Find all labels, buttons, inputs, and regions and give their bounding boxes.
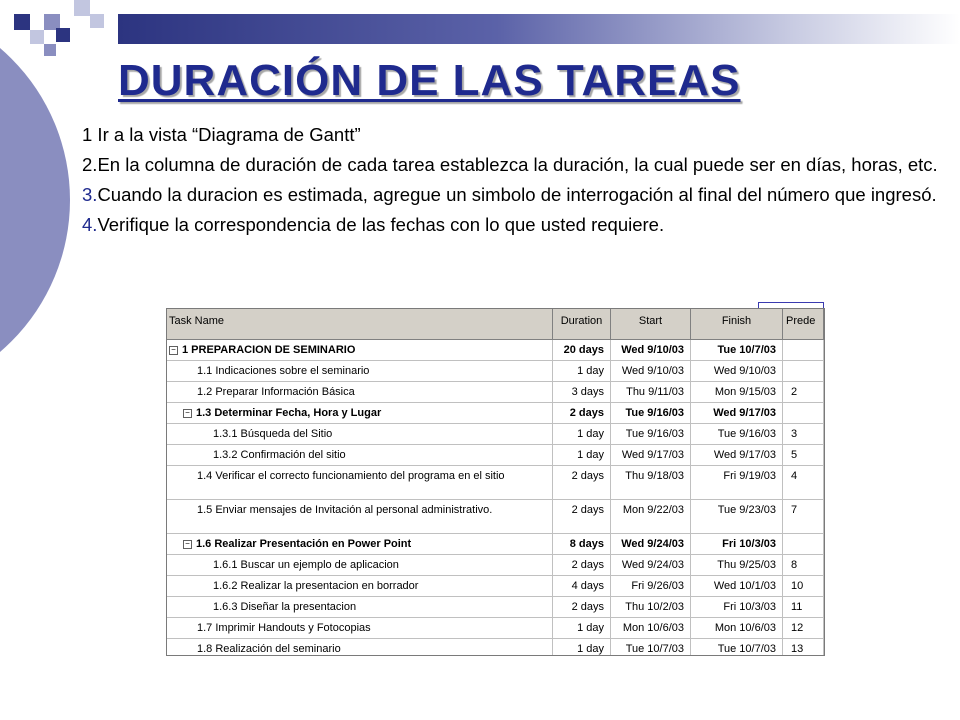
table-row[interactable] — [167, 445, 824, 466]
task-name-cell[interactable] — [167, 534, 553, 554]
start-cell[interactable]: Wed 9/17/03 — [611, 445, 691, 465]
task-name-cell[interactable] — [167, 424, 553, 444]
start-cell[interactable]: Thu 10/2/03 — [611, 597, 691, 617]
table-row[interactable] — [167, 340, 824, 361]
task-name-cell[interactable] — [167, 340, 553, 360]
finish-cell[interactable]: Thu 9/25/03 — [691, 555, 783, 575]
gantt-table — [166, 308, 825, 656]
header-duration[interactable]: Duration — [553, 309, 611, 339]
finish-cell[interactable]: Tue 9/23/03 — [691, 500, 783, 533]
collapse-toggle-icon[interactable]: − — [183, 540, 192, 549]
table-row[interactable] — [167, 534, 824, 555]
header-task-name[interactable]: Task Name — [167, 309, 553, 339]
table-row[interactable] — [167, 597, 824, 618]
task-name-text: 1.3.2 Confirmación del sitio — [213, 449, 346, 461]
decorative-circle — [0, 0, 70, 400]
duration-cell[interactable]: 2 days — [553, 597, 611, 617]
predecessor-cell[interactable] — [783, 361, 824, 381]
instruction-4 — [82, 214, 950, 236]
duration-cell[interactable]: 2 days — [553, 403, 611, 423]
duration-cell[interactable]: 2 days — [553, 555, 611, 575]
finish-cell[interactable]: Wed 10/1/03 — [691, 576, 783, 596]
start-cell[interactable]: Mon 9/22/03 — [611, 500, 691, 533]
duration-cell[interactable]: 1 day — [553, 639, 611, 656]
task-name-cell[interactable] — [167, 576, 553, 596]
predecessor-cell[interactable]: 5 — [783, 445, 824, 465]
page-title: DURACIÓN DE LAS TAREAS — [118, 56, 741, 105]
duration-cell[interactable]: 1 day — [553, 618, 611, 638]
task-name-text: 1.3.1 Búsqueda del Sitio — [213, 428, 333, 440]
task-name-cell[interactable] — [167, 445, 553, 465]
task-name-text: 1.5 Enviar mensajes de Invitación al personal administrativo. — [197, 504, 493, 516]
instruction-number: 3. — [82, 184, 98, 205]
table-row[interactable] — [167, 403, 824, 424]
predecessor-cell[interactable]: 12 — [783, 618, 824, 638]
start-cell[interactable]: Fri 9/26/03 — [611, 576, 691, 596]
gantt-body — [167, 340, 824, 656]
predecessor-cell[interactable]: 13 — [783, 639, 824, 656]
decorative-square — [14, 14, 30, 30]
task-name-text: 1.6.2 Realizar la presentacion en borrador — [213, 580, 419, 592]
duration-cell[interactable]: 3 days — [553, 382, 611, 402]
table-row[interactable] — [167, 555, 824, 576]
duration-cell[interactable]: 4 days — [553, 576, 611, 596]
start-cell[interactable]: Mon 10/6/03 — [611, 618, 691, 638]
duration-cell[interactable]: 8 days — [553, 534, 611, 554]
task-name-cell[interactable] — [167, 361, 553, 381]
finish-cell[interactable]: Fri 9/19/03 — [691, 466, 783, 499]
start-cell[interactable]: Thu 9/11/03 — [611, 382, 691, 402]
decorative-square — [56, 28, 70, 42]
start-cell[interactable]: Tue 9/16/03 — [611, 403, 691, 423]
table-row[interactable] — [167, 576, 824, 597]
task-name-cell[interactable] — [167, 618, 553, 638]
instruction-1 — [82, 124, 950, 146]
duration-cell[interactable]: 2 days — [553, 500, 611, 533]
instruction-number: 1 — [82, 124, 93, 145]
finish-cell[interactable]: Mon 10/6/03 — [691, 618, 783, 638]
duration-cell[interactable]: 1 day — [553, 424, 611, 444]
table-row[interactable] — [167, 466, 824, 500]
task-name-text: 1.6.1 Buscar un ejemplo de aplicacion — [213, 559, 399, 571]
decorative-square — [74, 0, 90, 16]
start-cell[interactable]: Wed 9/24/03 — [611, 534, 691, 554]
finish-cell[interactable]: Tue 10/7/03 — [691, 639, 783, 656]
task-name-text: 1.6 Realizar Presentación en Power Point — [196, 538, 412, 550]
table-row[interactable] — [167, 382, 824, 403]
instruction-text: Cuando la duracion es estimada, agregue un simbolo de interrogación al final del número que ingresó. — [97, 184, 937, 205]
predecessor-cell[interactable]: 3 — [783, 424, 824, 444]
collapse-toggle-icon[interactable]: − — [169, 346, 178, 355]
header-finish[interactable]: Finish — [691, 309, 783, 339]
task-name-cell[interactable] — [167, 597, 553, 617]
finish-cell[interactable]: Mon 9/15/03 — [691, 382, 783, 402]
duration-cell[interactable]: 1 day — [553, 361, 611, 381]
task-name-text: 1.4 Verificar el correcto funcionamiento del programa en el sitio — [197, 470, 505, 482]
start-cell[interactable]: Wed 9/24/03 — [611, 555, 691, 575]
finish-cell[interactable]: Fri 10/3/03 — [691, 534, 783, 554]
instruction-text: En la columna de duración de cada tarea establezca la duración, la cual puede ser en días, horas, etc. — [97, 154, 938, 175]
predecessor-cell[interactable] — [783, 340, 824, 360]
finish-cell[interactable]: Wed 9/17/03 — [691, 403, 783, 423]
predecessor-cell[interactable]: 2 — [783, 382, 824, 402]
decorative-square — [90, 14, 104, 28]
task-name-text: 1.3 Determinar Fecha, Hora y Lugar — [196, 407, 382, 419]
header-predecessors[interactable]: Prede — [783, 309, 824, 339]
finish-cell[interactable]: Tue 9/16/03 — [691, 424, 783, 444]
decorative-header-bar — [118, 14, 960, 44]
start-cell[interactable]: Wed 9/10/03 — [611, 340, 691, 360]
task-name-cell[interactable] — [167, 382, 553, 402]
instruction-text: Verifique la correspondencia de las fechas con lo que usted requiere. — [97, 214, 665, 235]
instruction-text: Ir a la vista “Diagrama de Gantt” — [92, 124, 361, 145]
instruction-3 — [82, 184, 950, 206]
task-name-text: 1.1 Indicaciones sobre el seminario — [197, 365, 370, 377]
table-row[interactable] — [167, 639, 824, 656]
predecessor-cell[interactable] — [783, 403, 824, 423]
collapse-toggle-icon[interactable]: − — [183, 409, 192, 418]
task-name-cell[interactable] — [167, 555, 553, 575]
task-name-cell[interactable] — [167, 403, 553, 423]
decorative-square — [44, 44, 56, 56]
finish-cell[interactable]: Wed 9/10/03 — [691, 361, 783, 381]
gantt-header-row — [167, 309, 824, 340]
predecessor-cell[interactable]: 8 — [783, 555, 824, 575]
header-start[interactable]: Start — [611, 309, 691, 339]
predecessor-cell[interactable]: 4 — [783, 466, 824, 499]
start-cell[interactable]: Tue 10/7/03 — [611, 639, 691, 656]
task-name-cell[interactable] — [167, 500, 553, 533]
instruction-number: 2. — [82, 154, 98, 175]
finish-cell[interactable]: Wed 9/17/03 — [691, 445, 783, 465]
table-row[interactable] — [167, 424, 824, 445]
duration-cell[interactable]: 2 days — [553, 466, 611, 499]
task-name-text: 1.2 Preparar Información Básica — [197, 386, 355, 398]
predecessor-cell[interactable] — [783, 534, 824, 554]
predecessor-cell[interactable]: 11 — [783, 597, 824, 617]
decorative-square — [30, 30, 44, 44]
predecessor-cell[interactable]: 7 — [783, 500, 824, 533]
task-name-text: 1.7 Imprimir Handouts y Fotocopias — [197, 622, 371, 634]
instructions — [82, 124, 950, 244]
table-row[interactable] — [167, 361, 824, 382]
instruction-number: 4. — [82, 214, 98, 235]
task-name-text: 1 PREPARACION DE SEMINARIO — [182, 344, 356, 356]
table-row[interactable] — [167, 618, 824, 639]
start-cell[interactable]: Wed 9/10/03 — [611, 361, 691, 381]
task-name-text: 1.6.3 Diseñar la presentacion — [213, 601, 357, 613]
finish-cell[interactable]: Fri 10/3/03 — [691, 597, 783, 617]
finish-cell[interactable]: Tue 10/7/03 — [691, 340, 783, 360]
task-name-cell[interactable] — [167, 639, 553, 656]
table-row[interactable] — [167, 500, 824, 534]
duration-cell[interactable]: 1 day — [553, 445, 611, 465]
start-cell[interactable]: Thu 9/18/03 — [611, 466, 691, 499]
predecessor-cell[interactable]: 10 — [783, 576, 824, 596]
duration-cell[interactable]: 20 days — [553, 340, 611, 360]
instruction-2 — [82, 154, 950, 176]
start-cell[interactable]: Tue 9/16/03 — [611, 424, 691, 444]
task-name-text: 1.8 Realización del seminario — [197, 643, 341, 655]
task-name-cell[interactable] — [167, 466, 553, 499]
